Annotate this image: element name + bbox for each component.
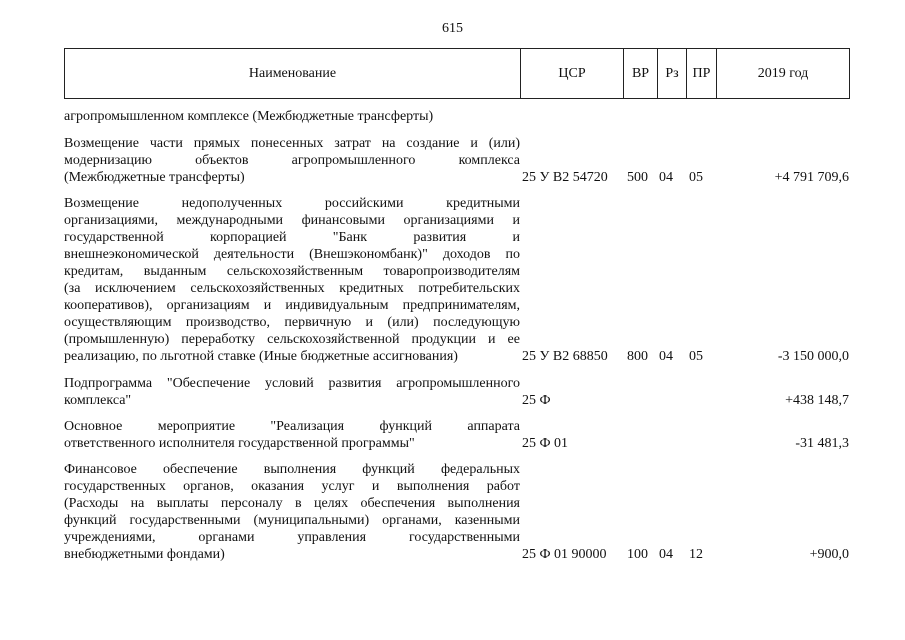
- row-csr: 25 Ф 01 90000: [522, 547, 607, 562]
- row-pr: 05: [689, 349, 703, 364]
- row-name-line: кооперативов), организациям и индивидуальным предпринимателям,: [64, 298, 520, 313]
- row-name: [64, 418, 520, 452]
- row-name-line: внешнеэкономической деятельности (Внешэкономбанк)" доходов по: [64, 247, 520, 262]
- row-name-line: (промышленную) переработку сельскохозяйственной продукции и ее: [64, 332, 520, 347]
- row-name-line: реализацию, по льготной ставке (Иные бюджетные ассигнования): [64, 349, 458, 364]
- row-name-line: учреждениями, органами управления государственными: [64, 530, 520, 545]
- header-year: 2019 год: [717, 49, 850, 99]
- row-csr: 25 Ф: [522, 393, 551, 408]
- header-rz: Рз: [658, 49, 687, 99]
- row-rz: 04: [659, 170, 673, 185]
- row-name-line: ответственного исполнителя государственной программы": [64, 436, 415, 451]
- row-name-line: Возмещение недополученных российскими кредитными: [64, 196, 520, 211]
- row-rz: 04: [659, 349, 673, 364]
- row-sum: -31 481,3: [795, 436, 849, 451]
- row-vr: 100: [627, 547, 648, 562]
- row-name: [64, 195, 520, 365]
- row-sum: +4 791 709,6: [774, 170, 849, 185]
- row-pr: 05: [689, 170, 703, 185]
- row-name-line: (Расходы на выплаты персоналу в целях обеспечения выполнения: [64, 496, 520, 511]
- row-name: [64, 108, 520, 125]
- row-name-line: агропромышленном комплексе (Межбюджетные трансферты): [64, 109, 434, 124]
- row-name-line: Основное мероприятие "Реализация функций аппарата: [64, 419, 520, 434]
- header-name: Наименование: [65, 49, 521, 99]
- row-vr: 500: [627, 170, 648, 185]
- row-name-line: государственной корпорацией "Банк развития и: [64, 230, 520, 245]
- header-vr: ВР: [624, 49, 658, 99]
- row-name: [64, 375, 520, 409]
- row-name: [64, 461, 520, 563]
- page-number: 615: [442, 21, 463, 36]
- row-sum: +900,0: [809, 547, 849, 562]
- row-pr: 12: [689, 547, 703, 562]
- row-name-line: комплекса": [64, 393, 132, 408]
- row-name-line: кредитам, выданным сельскохозяйственным товаропроизводителям: [64, 264, 520, 279]
- row-name-line: Финансовое обеспечение выполнения функций федеральных: [64, 462, 520, 477]
- row-csr: 25 У В2 68850: [522, 349, 608, 364]
- row-rz: 04: [659, 547, 673, 562]
- row-csr: 25 У В2 54720: [522, 170, 608, 185]
- row-name-line: внебюджетными фондами): [64, 547, 225, 562]
- header-csr: ЦСР: [521, 49, 624, 99]
- row-vr: 800: [627, 349, 648, 364]
- row-name-line: Возмещение части прямых понесенных затрат на создание и (или): [64, 136, 520, 151]
- header-pr: ПР: [687, 49, 717, 99]
- row-name-line: осуществляющим производство, первичную и (или) последующую: [64, 315, 520, 330]
- row-name-line: Подпрограмма "Обеспечение условий развития агропромышленного: [64, 376, 520, 391]
- row-csr: 25 Ф 01: [522, 436, 569, 451]
- row-name-line: (Межбюджетные трансферты): [64, 170, 245, 185]
- row-name-line: (за исключением сельскохозяйственных кредитных потребительских: [64, 281, 520, 296]
- row-sum: -3 150 000,0: [777, 349, 849, 364]
- row-name-line: государственных органов, оказания услуг и выполнения работ: [64, 479, 520, 494]
- row-name-line: модернизацию объектов агропромышленного комплекса: [64, 153, 520, 168]
- row-name: [64, 135, 520, 186]
- row-sum: +438 148,7: [785, 393, 849, 408]
- row-name-line: функций государственными (муниципальными) органами, казенными: [64, 513, 520, 528]
- row-name-line: организациями, международными финансовыми организациями и: [64, 213, 520, 228]
- table-header: [64, 48, 850, 99]
